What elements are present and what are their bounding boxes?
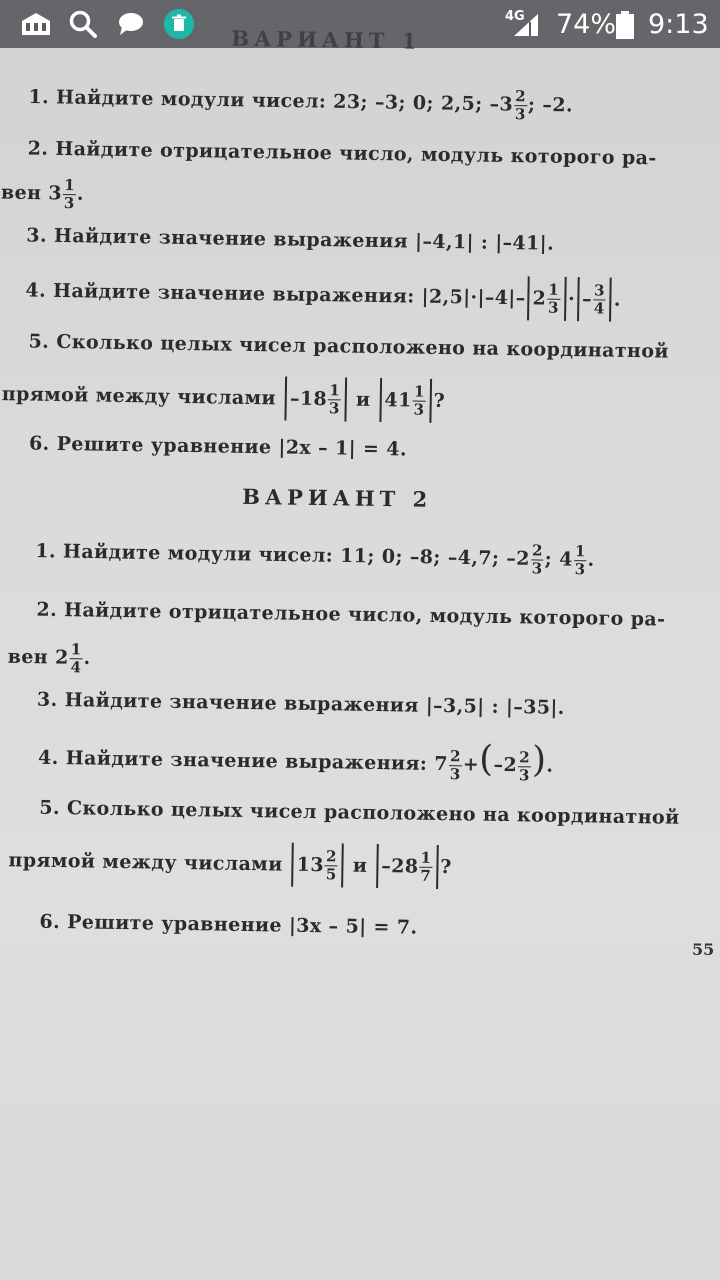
v2-q4-fraction-2: $\frac{2}{3}$ bbox=[518, 747, 531, 784]
v1-q1-text: 1. Найдите модули чисел: 23; –3; 0; 2,5; –3 bbox=[28, 85, 514, 116]
v2-q4-fraction-1: $\frac{2}{3}$ bbox=[449, 746, 462, 783]
v2-question-4: 4. Найдите значение выражения: 7 $\frac{2}{3}$ +(–2 $\frac{2}{3}$ ). bbox=[37, 738, 554, 784]
variant2-title: ВАРИАНТ 2 bbox=[242, 483, 433, 512]
v1-question-2-line1: 2. Найдите отрицательное число, модуль которого ра- bbox=[27, 137, 657, 170]
v2-question-5-line1: 5. Сколько целых чисел расположено на координатной bbox=[39, 796, 680, 829]
search-icon bbox=[68, 9, 98, 39]
v1-q5-abs2: 41 $\frac{1}{3}$ bbox=[379, 378, 432, 423]
page-number: 55 bbox=[692, 940, 715, 959]
battery-percent: 74% bbox=[556, 8, 617, 40]
v2-question-3: 3. Найдите значение выражения |–3,5| : |–35|. bbox=[36, 688, 565, 719]
v2-question-6: 6. Решите уравнение |3x – 5| = 7. bbox=[39, 910, 418, 939]
v1-q4-abs2: – $\frac{3}{4}$ bbox=[577, 277, 612, 322]
network-type-label: 4G bbox=[505, 9, 525, 24]
chat-bubble-icon bbox=[116, 9, 146, 39]
v2-q2-fraction: $\frac{1}{4}$ bbox=[70, 640, 82, 677]
v1-question-4: 4. Найдите значение выражения: |2,5|·|–4|– 2 $\frac{1}{3}$ · – $\frac{3}{4}$ . bbox=[25, 268, 621, 321]
v2-question-1: 1. Найдите модули чисел: 11; 0; –8; –4,7; –2 $\frac{2}{3}$ ; 4 $\frac{1}{3}$ . bbox=[35, 540, 595, 579]
signal-icon bbox=[512, 12, 542, 42]
v2-q5-abs1: 13 $\frac{2}{5}$ bbox=[291, 843, 344, 888]
v2-q1-fraction-2: $\frac{1}{3}$ bbox=[574, 542, 586, 579]
v1-question-6: 6. Решите уравнение |2x – 1| = 4. bbox=[28, 432, 408, 461]
vk-icon bbox=[20, 9, 50, 39]
v1-q4-abs1: 2 $\frac{1}{3}$ bbox=[527, 276, 566, 321]
clock: 9:13 bbox=[648, 8, 709, 40]
v1-q1-fraction: $\frac{2}{3}$ bbox=[514, 87, 527, 124]
v2-q1-fraction-1: $\frac{2}{3}$ bbox=[531, 541, 544, 578]
v2-question-2-line2: вен 2 $\frac{1}{4}$ . bbox=[7, 640, 91, 677]
battery-icon bbox=[615, 10, 645, 40]
v1-question-5-line2: прямой между числами –18 $\frac{1}{3}$ и 41 $\frac{1}{3}$ ? bbox=[1, 372, 445, 423]
trash-app-icon bbox=[163, 8, 193, 38]
v1-question-5-line1: 5. Сколько целых чисел расположено на координатной bbox=[28, 330, 670, 363]
v2-q5-abs2: –28 $\frac{1}{7}$ bbox=[376, 844, 439, 889]
v2-question-2-line1: 2. Найдите отрицательное число, модуль которого ра- bbox=[36, 598, 666, 631]
v1-q2-fraction: $\frac{1}{3}$ bbox=[63, 176, 76, 213]
v2-question-5-line2: прямой между числами 13 $\frac{2}{5}$ и –28 $\frac{1}{7}$ ? bbox=[8, 838, 452, 889]
status-bar bbox=[0, 0, 720, 48]
v1-q5-abs1: –18 $\frac{1}{3}$ bbox=[285, 377, 348, 422]
v1-question-2-line2: вен 3 $\frac{1}{3}$ . bbox=[0, 176, 85, 213]
v1-question-3: 3. Найдите значение выражения |–4,1| : |–41|. bbox=[26, 224, 555, 255]
v1-question-1: 1. Найдите модули чисел: 23; –3; 0; 2,5; –3 $\frac{2}{3}$ ; –2. bbox=[28, 85, 574, 124]
